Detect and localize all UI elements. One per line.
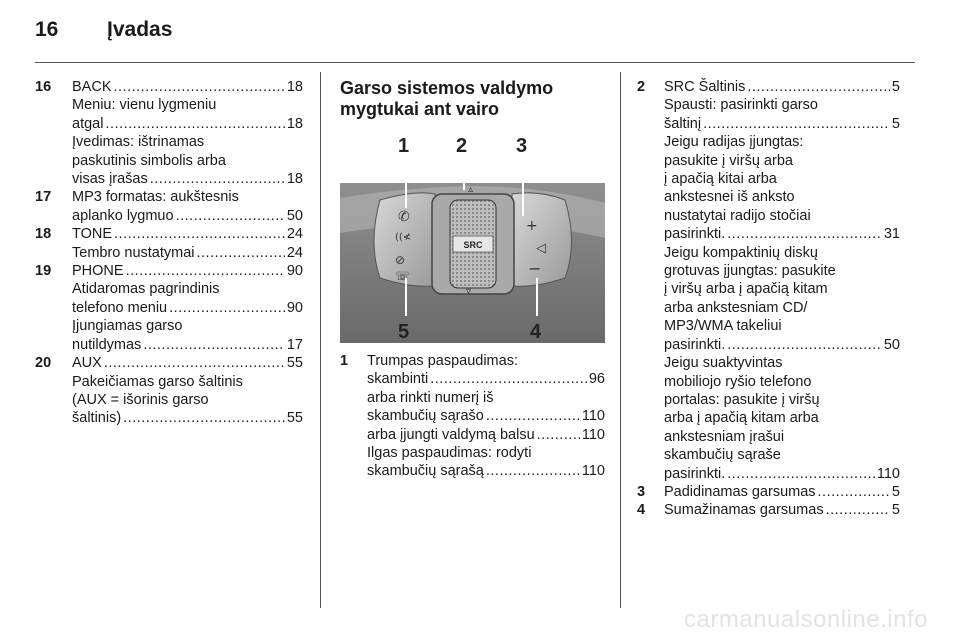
- entry-line-with-page-ref: [664, 483, 900, 501]
- entry-line-with-page-ref: [72, 244, 303, 262]
- entry-text: BACK: [72, 79, 112, 95]
- entry-text: arba į apačią kitam arba: [664, 410, 819, 427]
- entry-key: 17: [35, 189, 52, 206]
- entry-line-with-page-ref: [367, 462, 605, 480]
- dot-leader: [826, 501, 890, 519]
- voice-control-icon[interactable]: ((≮: [395, 232, 412, 243]
- entry-key: 18: [35, 226, 52, 243]
- entry-line-with-page-ref: [367, 426, 605, 444]
- entry-text: Spausti: pasirinkti garso: [664, 97, 818, 114]
- entry-line-with-page-ref: [664, 115, 900, 133]
- figure-legend: [340, 352, 605, 481]
- page-reference[interactable]: 90: [286, 299, 303, 316]
- page-reference[interactable]: 90: [286, 263, 303, 280]
- page-reference[interactable]: 96: [588, 371, 605, 388]
- entry-text: grotuvas įjungtas: pasukite: [664, 263, 836, 280]
- entry-text: skambučių sąrašo: [367, 408, 484, 425]
- page-reference[interactable]: 24: [286, 226, 303, 243]
- entry-line-with-page-ref: [367, 407, 605, 425]
- index-entry: [35, 262, 303, 354]
- entry-text: (AUX = išorinis garso: [72, 391, 209, 408]
- page-reference[interactable]: 50: [883, 336, 900, 353]
- volume-plus-icon[interactable]: +: [526, 218, 538, 234]
- entry-text: MP3 formatas: aukštesnis: [72, 189, 239, 206]
- phone-icon[interactable]: ✆: [398, 209, 410, 225]
- entry-line-with-page-ref: [664, 78, 900, 96]
- entry-line-with-page-ref: [72, 262, 303, 280]
- entry-text: skambinti: [367, 371, 429, 388]
- entry-text: Atidaromas pagrindinis: [72, 281, 220, 298]
- entry-key: 1: [340, 353, 349, 369]
- callout-2: 2: [456, 135, 468, 157]
- entry-text: Pakeičiamas garso šaltinis: [72, 373, 243, 390]
- column-right: [637, 78, 900, 520]
- entry-line-with-page-ref: [664, 501, 900, 519]
- index-entry: [35, 225, 303, 262]
- dot-leader: [703, 115, 890, 133]
- entry-key: 20: [35, 355, 52, 372]
- dot-leader: [143, 336, 285, 354]
- entry-text: arba įjungti valdymą balsu: [367, 426, 535, 443]
- entry-line-with-page-ref: [72, 78, 303, 96]
- entry-line-with-page-ref: [664, 336, 900, 354]
- dot-leader: [150, 170, 285, 188]
- page-number: 16: [35, 18, 59, 41]
- entry-text: pasukite į viršų arba: [664, 152, 793, 169]
- dot-leader: [727, 465, 875, 483]
- dot-leader: [727, 336, 882, 354]
- entry-line-with-page-ref: [664, 225, 900, 243]
- dot-leader: [486, 462, 580, 480]
- entry-key: 19: [35, 263, 52, 280]
- steering-wheel-controls-figure: [340, 128, 605, 348]
- entry-text: skambučių sąrašą: [367, 463, 484, 480]
- entry-text: Jeigu kompaktinių diskų: [664, 244, 818, 261]
- entry-text: nutildymas: [72, 336, 142, 353]
- index-entry: [637, 483, 900, 501]
- arrow-down-icon: ▿: [466, 286, 472, 297]
- page-reference[interactable]: 5: [891, 502, 900, 519]
- src-label: SRC: [463, 240, 483, 250]
- entry-text: Įvedimas: ištrinamas: [72, 134, 205, 151]
- dot-leader: [114, 78, 285, 96]
- entry-text: nustatytai radijo stočiai: [664, 207, 811, 224]
- callout-5: 5: [398, 321, 410, 343]
- page-reference[interactable]: 5: [891, 483, 900, 500]
- dot-leader: [126, 262, 285, 280]
- entry-line-with-page-ref: [72, 354, 303, 372]
- entry-line-with-page-ref: [72, 336, 303, 354]
- entry-line-with-page-ref: [72, 115, 303, 133]
- entry-text: portalas: pasukite į viršų: [664, 391, 820, 408]
- entry-text: SRC Šaltinis: [664, 79, 746, 95]
- entry-text: Ilgas paspaudimas: rodyti: [367, 445, 532, 462]
- page-reference[interactable]: 18: [286, 115, 303, 132]
- dot-leader: [104, 354, 285, 372]
- column-left: [35, 78, 303, 428]
- dot-leader: [123, 409, 285, 427]
- entry-text: atgal: [72, 115, 104, 132]
- entry-line-with-page-ref: [72, 299, 303, 317]
- dot-leader: [430, 370, 587, 388]
- entry-text: Sumažinamas garsumas: [664, 502, 824, 519]
- index-entry: [637, 501, 900, 519]
- dot-leader: [197, 244, 285, 262]
- entry-line-with-page-ref: [72, 207, 303, 225]
- entry-text: paskutinis simbolis arba: [72, 152, 226, 169]
- page-reference[interactable]: 55: [286, 410, 303, 427]
- index-entry: [35, 78, 303, 188]
- entry-text: pasirinkti.: [664, 336, 726, 353]
- entry-text: AUX: [72, 355, 102, 372]
- entry-key: 3: [637, 483, 646, 500]
- entry-text: aplanko lygmuo: [72, 207, 174, 224]
- entry-text: Įjungiamas garso: [72, 318, 183, 335]
- entry-text: pasirinkti.: [664, 226, 726, 243]
- dot-leader: [747, 78, 890, 96]
- callout-1: 1: [398, 135, 410, 157]
- entry-text: skambučių sąraše: [664, 447, 781, 464]
- entry-text: Jeigu suaktyvintas: [664, 355, 783, 372]
- page-reference[interactable]: 110: [581, 408, 605, 425]
- entry-key: 16: [35, 79, 52, 95]
- index-entry: [637, 78, 900, 483]
- page-reference[interactable]: 55: [286, 355, 303, 372]
- entry-text: Tembro nustatymai: [72, 244, 195, 261]
- page-reference[interactable]: 24: [286, 244, 303, 261]
- entry-text: PHONE: [72, 263, 124, 280]
- entry-text: pasirinkti.: [664, 465, 726, 482]
- entry-text: Padidinamas garsumas: [664, 483, 816, 500]
- entry-text: TONE: [72, 226, 113, 243]
- dot-leader: [537, 426, 580, 444]
- callout-3: 3: [516, 135, 528, 157]
- right-button-pad: [512, 193, 572, 286]
- entry-text: ankstesniam įrašui: [664, 428, 785, 445]
- entry-text: arba ankstesniam CD/: [664, 299, 808, 316]
- dot-leader: [114, 225, 285, 243]
- page-reference[interactable]: 31: [883, 226, 900, 243]
- entry-text: MP3/WMA takeliui: [664, 318, 782, 335]
- entry-line-with-page-ref: [664, 465, 900, 483]
- entry-text: Meniu: vienu lygmeniu: [72, 97, 217, 114]
- page-title: Įvadas: [107, 18, 173, 41]
- entry-text: Trumpas paspaudimas:: [367, 353, 518, 369]
- entry-line-with-page-ref: [367, 370, 605, 388]
- page-reference[interactable]: 18: [286, 171, 303, 188]
- entry-text: mobiliojo ryšio telefono: [664, 373, 812, 390]
- column-divider-1: [320, 72, 321, 608]
- page-reference[interactable]: 110: [581, 426, 605, 443]
- callout-4: 4: [530, 321, 542, 343]
- page-reference[interactable]: 5: [891, 115, 900, 132]
- hang-up-icon[interactable]: ☏: [395, 269, 411, 283]
- page-reference[interactable]: 18: [286, 79, 303, 95]
- page-reference[interactable]: 110: [581, 463, 605, 480]
- entry-key: 4: [637, 502, 646, 519]
- entry-line-with-page-ref: [72, 170, 303, 188]
- speaker-icon: ◁: [536, 241, 546, 256]
- index-entry: [340, 352, 605, 481]
- page-reference[interactable]: 110: [876, 465, 900, 482]
- entry-key: 2: [637, 79, 646, 95]
- entry-text: visas įrašas: [72, 171, 148, 188]
- watermark: carmanualsonline.info: [684, 606, 928, 633]
- entry-line-with-page-ref: [72, 225, 303, 243]
- page-reference[interactable]: 5: [891, 79, 900, 95]
- column-divider-2: [620, 72, 621, 608]
- dot-leader: [105, 115, 284, 133]
- dot-leader: [169, 299, 285, 317]
- page-reference[interactable]: 17: [286, 336, 303, 353]
- entry-text: į apačią kitai arba: [664, 171, 777, 188]
- entry-text: telefono meniu: [72, 299, 168, 316]
- entry-text: šaltinį: [664, 115, 702, 132]
- mute-speaker-icon[interactable]: ⊘: [395, 253, 406, 267]
- entry-line-with-page-ref: [72, 409, 303, 427]
- arrow-up-icon: ▵: [468, 184, 474, 195]
- dot-leader: [818, 483, 890, 501]
- header-rule: [35, 62, 915, 63]
- page-header: [35, 18, 915, 48]
- dot-leader: [176, 207, 285, 225]
- index-entry: [35, 354, 303, 428]
- entry-text: Jeigu radijas įjungtas:: [664, 134, 804, 151]
- page-reference[interactable]: 50: [286, 207, 303, 224]
- entry-text: arba rinkti numerį iš: [367, 389, 494, 406]
- entry-text: į viršų arba į apačią kitam: [664, 281, 828, 298]
- section-title: Garso sistemos valdymo mygtukai ant vairo: [340, 78, 554, 119]
- dot-leader: [486, 407, 580, 425]
- volume-minus-icon[interactable]: −: [528, 259, 542, 278]
- dot-leader: [727, 225, 882, 243]
- entry-text: šaltinis): [72, 410, 122, 427]
- entry-text: ankstesnei iš anksto: [664, 189, 795, 206]
- column-middle: [340, 78, 605, 481]
- index-entry: [35, 188, 303, 225]
